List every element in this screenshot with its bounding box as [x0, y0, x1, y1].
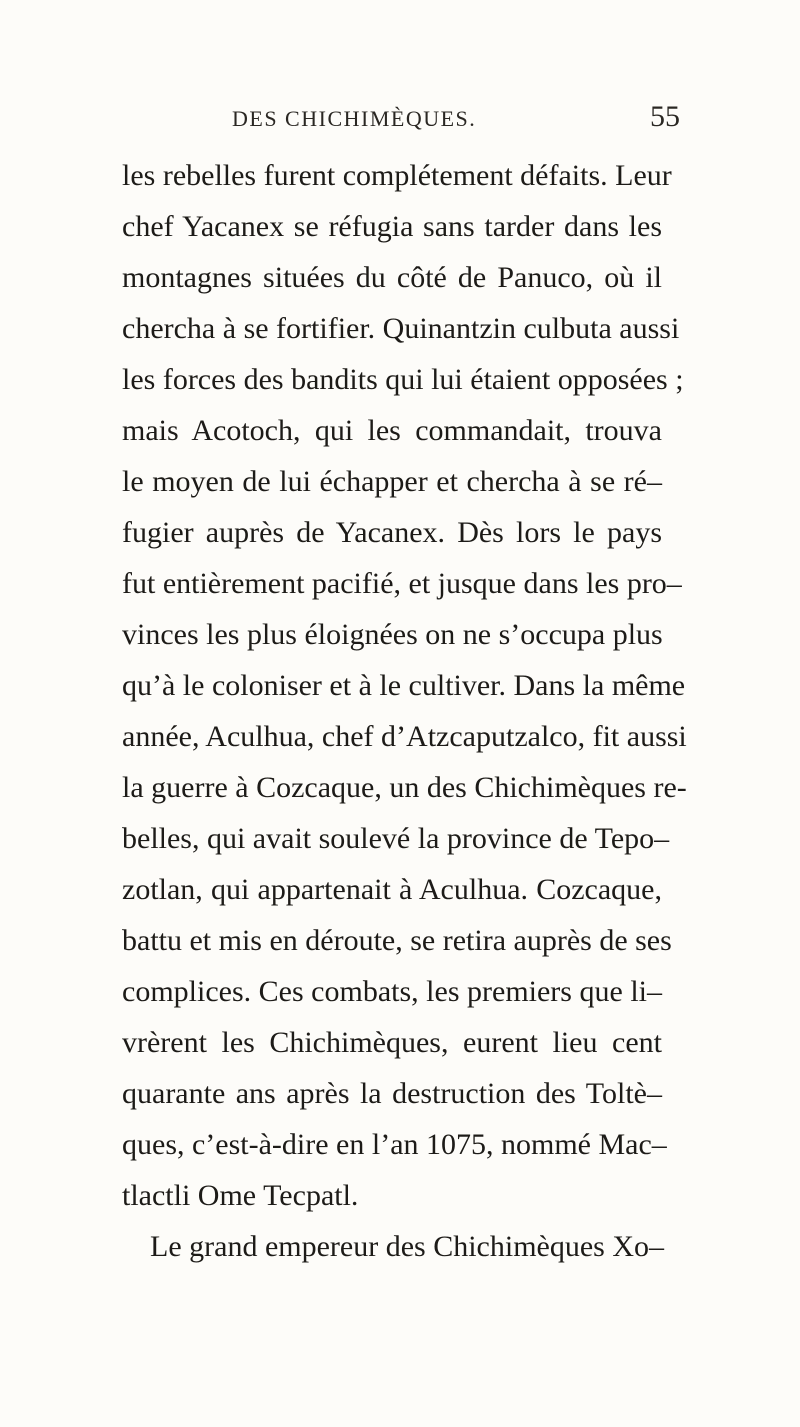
text-line: les forces des bandits qui lui étaient opposées ; [122, 363, 684, 396]
text-line: mais Acotoch, qui les commandait, trouva [122, 414, 662, 447]
text-line: le moyen de lui échapper et chercha à se ré– [122, 465, 662, 498]
running-title: DES CHICHIMÈQUES. [232, 106, 477, 131]
text-line: ques, c’est-à-dire en l’an 1075, nommé Mac– [122, 1128, 667, 1161]
text-line: quarante ans après la destruction des Toltè– [122, 1077, 662, 1110]
text-line: montagnes situées du côté de Panuco, où il [122, 261, 662, 294]
text-line: complices. Ces combats, les premiers que li– [122, 975, 662, 1008]
text-line: vinces les plus éloignées on ne s’occupa plus [122, 618, 663, 651]
text-line: année, Aculhua, chef d’Atzcaputzalco, fit aussi [122, 720, 687, 753]
paragraph-end-line: tlactli Ome Tecpatl. [122, 1179, 359, 1212]
text-line: chef Yacanex se réfugia sans tarder dans les [122, 210, 662, 243]
text-line: zotlan, qui appartenait à Aculhua. Cozcaque, [122, 873, 662, 906]
body-text [122, 150, 687, 1272]
paragraph-start-line: Le grand empereur des Chichimèques Xo– [150, 1230, 664, 1263]
text-line: fugier auprès de Yacanex. Dès lors le pays [122, 516, 662, 549]
text-line: les rebelles furent complétement défaits. Leur [122, 159, 672, 192]
text-line: battu et mis en déroute, se retira auprès de ses [122, 924, 672, 957]
text-line: vrèrent les Chichimèques, eurent lieu cent [122, 1026, 662, 1059]
text-line: la guerre à Cozcaque, un des Chichimèques re- [122, 771, 687, 804]
text-line: chercha à se fortifier. Quinantzin culbuta aussi [122, 312, 680, 345]
text-line: fut entièrement pacifié, et jusque dans les pro– [122, 567, 682, 600]
text-line: belles, qui avait soulevé la province de Tepo– [122, 822, 670, 855]
text-line: qu’à le coloniser et à le cultiver. Dans la même [122, 669, 686, 702]
page-number: 55 [650, 100, 680, 133]
